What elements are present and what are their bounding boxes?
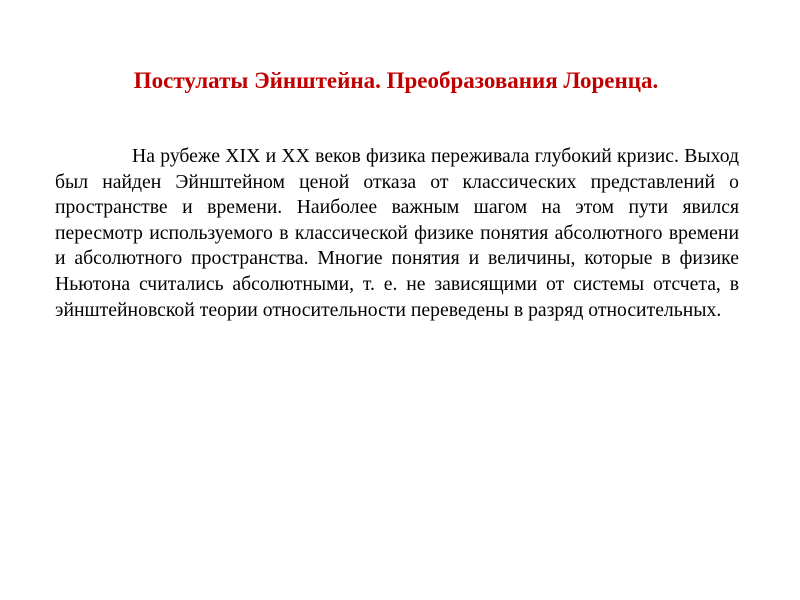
slide-title: Постулаты Эйнштейна. Преобразования Лоренца.: [133, 68, 659, 93]
slide-body-paragraph: На рубеже XIX и XX веков физика переживала глубокий кризис. Выход был найден Эйнштейном ценой отказа от классических представлений о пространстве и времени. Наиболее важным шагом на этом пути явился пересмотр используемого в классической физике понятия абсолютного времени и абсолютного пространства. Многие понятия и величины, которые в физике Ньютона считались абсолютными, т. е. не зависящими от системы отсчета, в эйнштейновской теории относительности переведены в разряд относительных.: [55, 145, 739, 321]
